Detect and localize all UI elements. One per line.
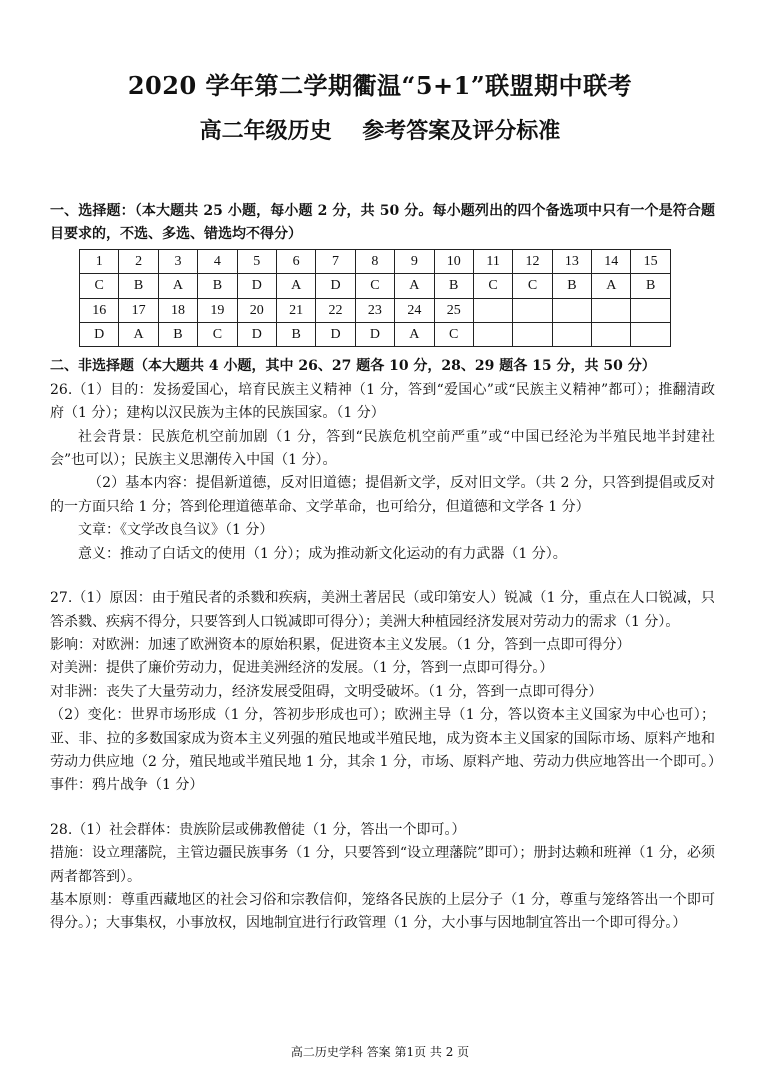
answer-cell: A [119, 323, 158, 347]
answer-cell [513, 323, 552, 347]
q27-impact-americas: 对美洲：提供了廉价劳动力，促进美洲经济的发展。（1 分，答到一点即可得分。） [50, 660, 554, 677]
question-number-cell: 4 [198, 249, 237, 273]
answer-cell [631, 323, 670, 347]
q26-part2-article: 文章：《文学改良刍议》（1 分） [78, 522, 274, 539]
question-number-cell: 17 [119, 298, 158, 322]
question-number-cell: 7 [316, 249, 355, 273]
answer-cell: A [158, 274, 197, 298]
q27-part2-change: （2）变化：世界市场形成（1 分，答初步形成也可）；欧洲主导（1 分，答以资本主义国家为中心也可）；亚、非、拉的多数国家成为资本主义列强的殖民地或半殖民地，成为资本主义国家的国际市场、原料产地和劳动力供应地（2 分，殖民地或半殖民地 1 分，其余 1 分，市场、原料产地、劳动力供应地答出一个即可。） [50, 707, 722, 770]
answer-cell: B [198, 274, 237, 298]
question-number-cell: 15 [631, 249, 670, 273]
answer-cell: A [395, 323, 434, 347]
choice-answer-table [79, 249, 671, 348]
question-number-cell: 24 [395, 298, 434, 322]
answer-cell: C [473, 274, 512, 298]
question-number-cell: 12 [513, 249, 552, 273]
question-number-cell: 13 [552, 249, 591, 273]
q28-part1-principles: 基本原则：尊重西藏地区的社会习俗和宗教信仰，笼络各民族的上层分子（1 分，尊重与笼络答出一个即可得分。）；大事集权，小事放权，因地制宜进行行政管理（1 分，大小事与因地制宜答出一个即可得分。） [50, 891, 715, 932]
question-number-cell: 5 [237, 249, 276, 273]
answer-cell: D [316, 323, 355, 347]
answer-cell: C [80, 274, 119, 298]
question-number-cell: 20 [237, 298, 276, 322]
answer-cell: B [158, 323, 197, 347]
answer-cell: C [513, 274, 552, 298]
question-number-cell: 8 [355, 249, 394, 273]
answer-cell: C [198, 323, 237, 347]
spacer [50, 566, 715, 587]
answer-cell: B [552, 274, 591, 298]
answer-cell: B [119, 274, 158, 298]
question-number-cell: 2 [119, 249, 158, 273]
question-number-cell: 9 [395, 249, 434, 273]
question-number-cell [552, 298, 591, 322]
question-number-cell: 21 [276, 298, 315, 322]
answer-content [50, 200, 722, 936]
question-number-cell [631, 298, 670, 322]
question-number-cell: 19 [198, 298, 237, 322]
question-number-cell: 11 [473, 249, 512, 273]
answer-cell [473, 323, 512, 347]
q28-part1-measures: 措施：设立理藩院，主管边疆民族事务（1 分，只要答到“设立理藩院”即可）；册封达赖和班禅（1 分，必须两者都答到）。 [50, 845, 715, 885]
q27-impact-europe: 影响：对欧洲：加速了欧洲资本的原始积累，促进资本主义发展。（1 分，答到一点即可得分） [50, 636, 631, 653]
answer-cell: A [276, 274, 315, 298]
page-footer: 高二历史学科 答案 第1页 共 2 页 [290, 1045, 470, 1059]
q27-part1-reason: 27.（1）原因：由于殖民者的杀戮和疾病，美洲土著居民（或印第安人）锐减（1 分，重点在人口锐减，只答杀戮、疾病不得分，只要答到人口锐减即可得分）；美洲大种植园经济发展对劳动力的需求（1 分）。 [50, 590, 715, 630]
answer-table-row [80, 274, 671, 298]
answer-table-row [80, 249, 671, 273]
question-number-cell: 14 [592, 249, 631, 273]
answer-cell: A [592, 274, 631, 298]
q26-part2-significance: 意义：推动了白话文的使用（1 分）；成为推动新文化运动的有力武器（1 分）。 [78, 545, 567, 562]
question-number-cell: 18 [158, 298, 197, 322]
q26-part1-background: 社会背景：民族危机空前加剧（1 分，答到“民族危机空前严重”或“中国已经沦为半殖民地半封建社会”也可以）；民族主义思潮传入中国（1 分）。 [50, 428, 715, 469]
page-title: 2020 学年第二学期衢温“5+1”联盟期中联考 [127, 71, 633, 100]
answer-cell: C [355, 274, 394, 298]
answer-cell [592, 323, 631, 347]
question-number-cell: 3 [158, 249, 197, 273]
spacer [50, 798, 715, 819]
q28-part1-group: 28.（1）社会群体：贵族阶层或佛教僧徒（1 分，答出一个即可。） [50, 821, 466, 838]
question-number-cell: 25 [434, 298, 473, 322]
answer-cell: D [355, 323, 394, 347]
question-number-cell [513, 298, 552, 322]
question-number-cell: 16 [80, 298, 119, 322]
answer-cell: B [276, 323, 315, 347]
q27-impact-africa: 对非洲：丧失了大量劳动力，经济发展受阻碍，文明受破坏。（1 分，答到一点即可得分） [50, 683, 603, 700]
answer-table-row [80, 323, 671, 347]
section2-heading: 二、非选择题（本大题共 4 小题，其中 26、27 题各 10 分，28、29 题各 15 分，共 50 分） [50, 358, 656, 375]
question-number-cell: 10 [434, 249, 473, 273]
question-number-cell: 1 [80, 249, 119, 273]
q27-part2-event: 事件：鸦片战争（1 分） [50, 777, 204, 794]
answer-cell: D [80, 323, 119, 347]
section1-heading: 一、选择题：（本大题共 25 小题，每小题 2 分，共 50 分。每小题列出的四个备选项中只有一个是符合题目要求的，不选、多选、错选均不得分） [50, 203, 715, 243]
answer-cell: D [316, 274, 355, 298]
question-number-cell: 22 [316, 298, 355, 322]
question-number-cell [592, 298, 631, 322]
page-subtitle: 高二年级历史 参考答案及评分标准 [199, 118, 561, 144]
question-number-cell [473, 298, 512, 322]
q26-part1-purpose: 26.（1）目的：发扬爱国心，培育民族主义精神（1 分，答到“爱国心”或“民族主义精神”都可）；推翻清政府（1 分）；建构以汉民族为主体的民族国家。（1 分） [50, 381, 715, 422]
answer-cell [552, 323, 591, 347]
answer-cell: A [395, 274, 434, 298]
answer-table-row [80, 298, 671, 322]
answer-cell: B [631, 274, 670, 298]
q26-part2-content: （2）基本内容：提倡新道德，反对旧道德；提倡新文学，反对旧文学。（共 2 分，只答到提倡或反对的一方面只给 1 分；答到伦理道德革命、文学革命，也可给分，但道德和文学各 1 分） [50, 475, 715, 515]
answer-cell: D [237, 274, 276, 298]
answer-cell: B [434, 274, 473, 298]
answer-cell: D [237, 323, 276, 347]
question-number-cell: 23 [355, 298, 394, 322]
question-number-cell: 6 [276, 249, 315, 273]
answer-cell: C [434, 323, 473, 347]
